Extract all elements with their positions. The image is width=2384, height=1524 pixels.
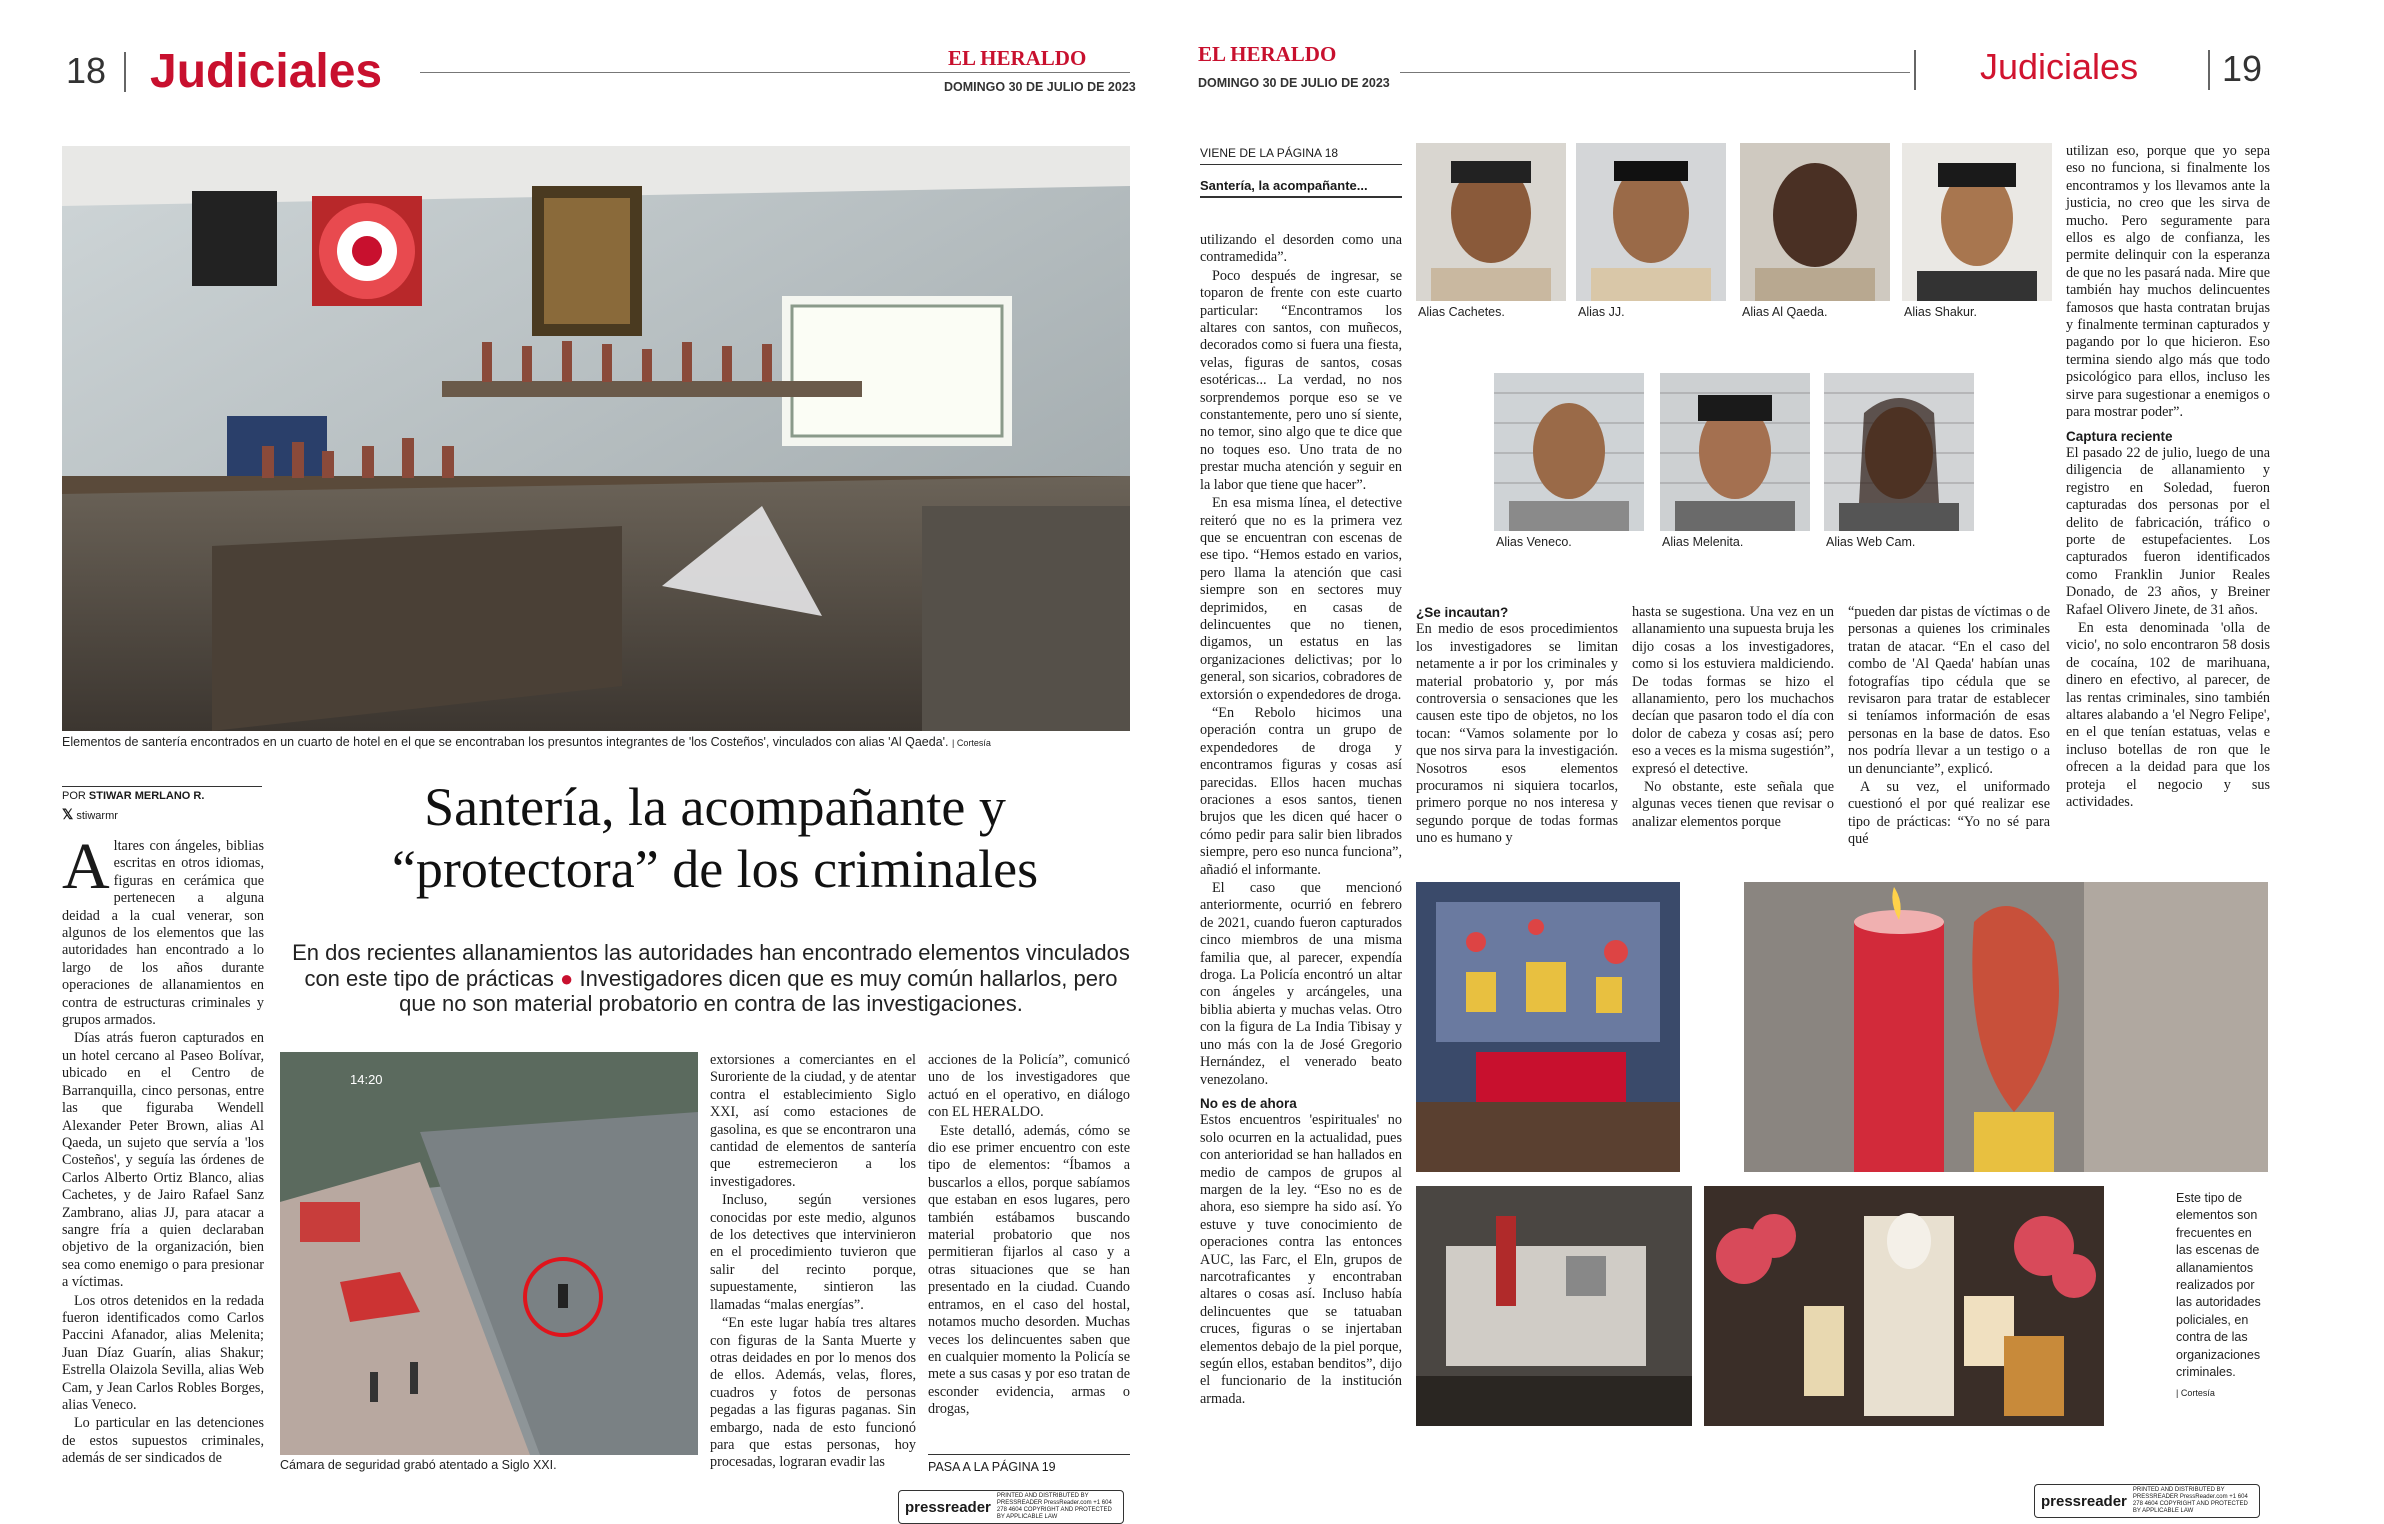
deck — [292, 940, 1130, 1017]
byline — [62, 790, 204, 802]
mugshot-label-shakur: Alias Shakur. — [1904, 305, 1977, 319]
cctv-timestamp: 14:20 — [350, 1072, 383, 1087]
header-divider — [124, 52, 126, 92]
byline-prefix: POR — [62, 790, 86, 802]
left-col-3-p2: Este detalló, además, cómo se dio ese primer encuentro con este tipo de elementos: “Íbamos a buscarlos a ellos, porque sabíamos que estaban en esos lugares, pero también estábamos buscando material probatorio que nos permitieran fijarlos al caso y a otras situaciones que se han presentado en la ciudad. Cuando entramos, en el caso del hostal, notamos mucho desorden. Muchas veces los delincuentes saben que en cualquier momento la Policía se mete a sus casas y por eso tratan de esconder evidencia, armas o drogas, — [928, 1122, 1130, 1418]
header-rule-right — [1400, 72, 1910, 73]
mugshot-jj — [1576, 143, 1726, 301]
masthead-left: EL HERALDO — [948, 46, 1087, 70]
mugshot-web-cam — [1824, 373, 1974, 531]
section-title-right: Judiciales — [1980, 46, 2139, 87]
mugshot-label-web-cam: Alias Web Cam. — [1826, 535, 1916, 549]
x-icon: 𝕏 — [62, 806, 74, 822]
right-col-1-p4: “En Rebolo hicimos una operación contra un grupo de expendedores de droga y encontramos figuras y cosas así parecidas. Ellos hacen muchas oraciones a esos santos, tienen brujos que les dicen qué hacer o cómo pedir para salir bien librados siempre, pero eso nunca funciona”, añadió el informante. — [1200, 704, 1402, 878]
header-divider-right-b — [2208, 50, 2210, 90]
left-col-2-p3: “En este lugar había tres altares con figuras de la Santa Muerte y otras deidades en por lo menos dos de ellos. Además, velas, flores, cuadros y fotos de personas pegadas a las figuras paganas. Sin embargo, nada de esto funcionó para que estas personas, hoy procesadas, lograran evadir las — [710, 1315, 916, 1471]
right-col-2-p1: En medio de esos procedimientos los investigadores se limitan netamente a ir por los criminales y material probatorio y, por más controversia o sensaciones que les causen este tipo de objetos, no los tocan: “Vamos solamente por lo que nos sirva para la investigación. Nosotros esos elementos procuramos ni siquiera tocarlos, primero porque no nos interesa y segundo porque de todas formas uno es humano y — [1416, 621, 1618, 847]
altar-photo-3 — [1704, 1186, 2104, 1426]
mugshot-label-melenita: Alias Melenita. — [1662, 535, 1744, 549]
mugshot-shakur — [1902, 143, 2052, 301]
right-col-3-p1: hasta se sugestiona. Una vez en un allanamiento una supuesta bruja les dijo cosas a los investigadores, como si los estuviera maldiciendo. De todas formas se hizo el allanamiento, pero los muchachos decían que pasaron todo el día con dolor de cabeza y cosas así; pero eso a veces es la misma sugestión”, expresó el detective. — [1632, 604, 1834, 777]
right-col-2 — [1416, 604, 1618, 849]
drop-cap: A — [62, 830, 110, 903]
left-col-1-p2: Días atrás fueron capturados en un hotel cercano al Paseo Bolívar, ubicado en el Centro de Barranquilla, cinco personas, entre las que figuraba Wendell Alexander Peter Brown, alias Al Qaeda, un sujeto que servía a 'los Costeños', y seguía las órdenes de Carlos Alberto Ortiz Blanco, alias Cachetes, y de Jairo Rafael Sanz Zambrano, alias JJ, para atacar a sangre fría a quien declaraban objetivo de la organización, bien sea como enemigo o para presionar a víctimas. — [62, 1030, 264, 1291]
jump-rule — [928, 1454, 1130, 1455]
date-left: DOMINGO 30 DE JULIO DE 2023 — [944, 80, 1136, 94]
right-col-5-subhead: Captura reciente — [2066, 428, 2173, 444]
bottom-caption — [2176, 1190, 2270, 1403]
altar-photo-2 — [1416, 1186, 1692, 1426]
pressreader-logo-right: pressreader — [2041, 1492, 2127, 1510]
cctv-photo — [280, 1052, 698, 1455]
main-photo-caption — [62, 735, 1130, 749]
jump-from-rule — [1200, 164, 1402, 165]
right-col-3 — [1632, 604, 1834, 832]
section-title-left: Judiciales — [150, 45, 383, 98]
headline-line-2: “protectora” de los criminales — [391, 839, 1039, 899]
main-photo-caption-text: Elementos de santería encontrados en un cuarto de hotel en el que se encontraban los presuntos integrantes de 'los Costeños', vinculados con alias 'Al Qaeda'. — [62, 735, 949, 749]
right-col-4 — [1848, 604, 2050, 850]
jump-from: VIENE DE LA PÁGINA 18 — [1200, 146, 1339, 160]
right-col-1-p3: En esa misma línea, el detective reiteró que no es la primera vez que se encuentran con escenas de ese tipo. “Hemos estado en varios, pero llama la atención que casi siempre son en sectores muy deprimidos, en casas de delincuentes que no tienen, digamos, un estatus en las organizaciones delictivas; por lo general, son sicarios, cobradores de extorsión o expendedores de droga. — [1200, 495, 1402, 703]
masthead-right: EL HERALDO — [1198, 42, 1337, 66]
left-col-2-p1: extorsiones a comerciantes en el Suroriente de la ciudad, y de atentar contra el establecimiento Siglo XXI, así como estaciones de gasolina, es que se encontraron una cantidad de elementos de santería que estremecieron a los investigadores. — [710, 1052, 916, 1190]
mugshot-cachetes — [1416, 143, 1566, 301]
right-col-5-p1: utilizan eso, porque que yo sepa eso no funciona, si finalmente los encontramos y los llevamos ante la justicia, no creo que les sirva de mucho. Pero seguramente para ellos es algo de confianza, les permite delinquir con la esperanza de que no les pasará nada. Mire que también hay muchos delincuentes famosos que hasta contratan brujas y finalmente terminan capturados y pagando por lo que hicieron. Eso termina siendo algo más que todo psicológico para ellos, incluso les sirve para sugestionar a enemigos o para mostrar poder”. — [2066, 143, 2270, 421]
right-col-3-p2: No obstante, este señala que algunas veces tienen que revisar o analizar elementos porque — [1632, 779, 1834, 830]
right-col-5-p2: El pasado 22 de julio, luego de una diligencia de allanamiento y registro en Soledad, fueron capturadas dos personas por el delito de fabricación, tráfico o porte de estupefacientes. Los capturados fueron identificados como Franklin Junior Reales Donado, de 23 años, y Breiner Rafael Olivero Jinete, de 31 años. — [2066, 444, 2270, 618]
header-divider-right-a — [1914, 50, 1916, 90]
main-altar-photo — [62, 146, 1130, 731]
right-col-1-p6: Estos encuentros 'espirituales' no solo ocurren en la actualidad, pues con anterioridad se han hallados en medio de campos de grupos al margen de la ley. “Eso no es de ahora, eso siempre ha sido así. Yo estuve y tuve conocimiento de operaciones contra las entonces AUC, las Farc, el Eln, grupos de narcotraficantes y encontraban altares o cosas así. Incluso había delincuentes que se tatuaban cruces, figuras o se injertaban elementos debajo de la piel porque, según ellos, estaban benditos”, dijo el funcionario de la institución armada. — [1200, 1112, 1402, 1407]
right-col-1-subhead: No es de ahora — [1200, 1095, 1297, 1111]
left-col-3 — [928, 1052, 1130, 1420]
deck-bullet-icon: ● — [560, 965, 574, 991]
right-col-1-p1: utilizando el desorden como una contramedida”. — [1200, 232, 1402, 266]
deck-part-2: Investigadores dicen que es muy común hallarlos, pero que no son material probatorio en contra de las investigaciones. — [399, 965, 1118, 1016]
mugshot-label-veneco: Alias Veneco. — [1496, 535, 1572, 549]
date-right: DOMINGO 30 DE JULIO DE 2023 — [1198, 76, 1390, 90]
left-col-2 — [710, 1052, 916, 1473]
right-col-1 — [1200, 232, 1402, 1409]
bottom-caption-credit: | Cortesía — [2176, 1388, 2215, 1399]
right-col-1-p5: El caso que mencionó anteriormente, ocurrió en febrero de 2021, cuando fueron capturados cinco miembros de una misma familia que, al parecer, expendía droga. La Policía encontró un altar con ángeles y arcángeles, una biblia abierta y muchas velas. Otro con la figura de La India Tibisay y uno más con la de José Gregorio Hernández, el venerado beato venezolano. — [1200, 880, 1402, 1088]
pressreader-fineprint-left: PRINTED AND DISTRIBUTED BY PRESSREADER PressReader.com +1 604 278 4604 COPYRIGHT AND PROTECTED BY APPLICABLE LAW — [996, 1493, 1112, 1520]
right-col-4-p1: “pueden dar pistas de víctimas o de personas a quienes los criminales tratan de atacar. “En el caso del combo de 'Al Qaeda' habían unas fotografías tipo cédula que se revisaron para tratar de establecer si teníamos información de esas personas en la base de datos. Eso nos podría llevar a un testigo o a un denunciante”, explicó. — [1848, 604, 2050, 777]
left-col-1-p4: Lo particular en las detenciones de estos supuestos criminales, además de ser sindicados de — [62, 1415, 264, 1467]
mugshot-veneco — [1494, 373, 1644, 531]
jump-title: Santería, la acompañante... — [1200, 178, 1368, 193]
right-col-4-p2: A su vez, el uniformado cuestionó el por qué realizar ese tipo de prácticas: “Yo no sé para qué — [1848, 779, 2050, 848]
mugshot-al-qaeda — [1740, 143, 1890, 301]
deck-part-1: En dos recientes allanamientos las autoridades han encontrado elementos vinculados con este tipo de prácticas — [292, 940, 1130, 991]
main-photo-credit: | Cortesía — [951, 738, 991, 748]
mugshot-label-jj: Alias JJ. — [1578, 305, 1625, 319]
jump-title-rule — [1200, 196, 1402, 198]
left-col-1-p1-text: ltares con ángeles, biblias escritas en otros idiomas, figuras en cerámica que pertenecen a alguna deidad a la cual venerar, son algunos de los elementos que las autoridades han encontrado a lo largo de los años durante operaciones de allanamientos en contra de estructuras criminales y grupos armados. — [62, 838, 264, 1029]
candle-photo — [1744, 882, 2268, 1172]
left-col-1-p1 — [62, 830, 264, 1029]
page-number-left: 18 — [66, 50, 107, 91]
headline — [300, 776, 1130, 900]
altar-photo-1 — [1416, 882, 1680, 1172]
bottom-caption-text: Este tipo de elementos son frecuentes en las escenas de allanamientos realizados por las autoridades policiales, en contra de las organizaciones criminales. — [2176, 1191, 2261, 1380]
left-col-3-p1: acciones de la Policía”, comunicó uno de los investigadores que actuó en el operativo, en diálogo con EL HERALDO. — [928, 1052, 1130, 1121]
cctv-caption: Cámara de seguridad grabó atentado a Siglo XXI. — [280, 1458, 557, 1472]
pressreader-fineprint-right: PRINTED AND DISTRIBUTED BY PRESSREADER PressReader.com +1 604 278 4604 COPYRIGHT AND PROTECTED BY APPLICABLE LAW — [2132, 1487, 2248, 1514]
page-number-right: 19 — [2222, 48, 2263, 89]
pressreader-badge-right — [2034, 1484, 2260, 1518]
pressreader-badge-left — [898, 1490, 1124, 1524]
mugshot-label-al-qaeda: Alias Al Qaeda. — [1742, 305, 1828, 319]
right-col-2-subhead: ¿Se incautan? — [1416, 605, 1509, 620]
right-col-5 — [2066, 143, 2270, 812]
left-col-1-p3: Los otros detenidos en la redada fueron identificados como Carlos Paccini Afanador, alias Melenita; Juan Díaz Guarín, alias Shakur; Estrella Olaizola Sevilla, alias Web Cam, y Jean Carlos Robles Borges, alias Veneco. — [62, 1292, 264, 1413]
left-col-1 — [62, 830, 264, 1469]
left-col-2-p2: Incluso, según versiones conocidas por este medio, algunos de los detectives que intervinieron en el procedimiento tuvieron que salir del recinto porque, supuestamente, sintieron las llamadas “malas energías”. — [710, 1192, 916, 1313]
pressreader-logo-left: pressreader — [905, 1498, 991, 1516]
right-col-5-p3: En esta denominada 'olla de vicio', no solo encontraron 58 dosis de cocaína, 102 de marihuana, dinero en efectivo, al parecer, de las rentas criminales, sino también altares alabando a 'el Negro Felipe', en el que tenían estatuas, velas e incluso botellas de ron que le ofrecen a la deidad para que los proteja el negocio y sus actividades. — [2066, 619, 2270, 811]
byline-handle: stiwarmr — [76, 810, 118, 822]
byline-name: STIWAR MERLANO R. — [88, 790, 205, 802]
byline-rule — [62, 786, 262, 787]
header-rule — [420, 72, 1130, 73]
mugshot-melenita — [1660, 373, 1810, 531]
byline-social — [62, 806, 118, 823]
right-col-1-p2: Poco después de ingresar, se toparon de frente con este cuarto particular: “Encontramos los altares con santos, con muñecos, decorados como si fuera una fiesta, velas, figuras de santos, cosas esotéricas... La verdad, no nos sorprendemos porque eso se ve constantemente, pero uno sí siente, no temor, sino algo que te dice que no toques eso. Uno trata de no prestar mucha atención y seguir en la labor que tiene que hacer”. — [1200, 267, 1402, 493]
jump-line: PASA A LA PÁGINA 19 — [928, 1460, 1056, 1474]
mugshot-label-cachetes: Alias Cachetes. — [1418, 305, 1505, 319]
headline-line-1: Santería, la acompañante y — [424, 777, 1006, 837]
